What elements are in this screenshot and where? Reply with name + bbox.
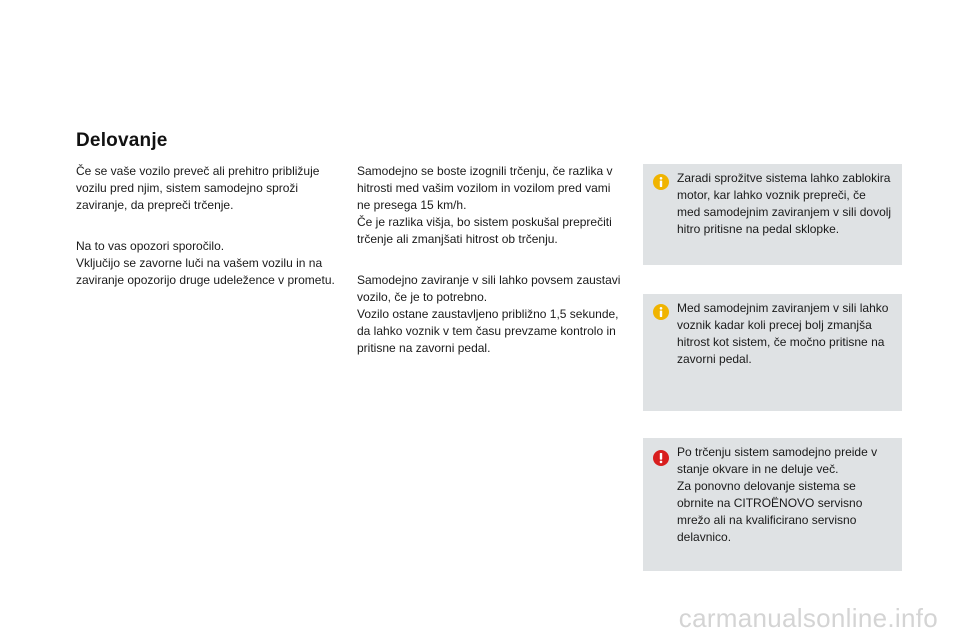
watermark-text: carmanualsonline.info	[678, 603, 938, 633]
warning-icon	[653, 450, 669, 466]
speed-text: Samodejno se boste izognili trčenju, če razlika v hitrosti med vašim vozilom in vozilom pred vami ne presega 15 km/h.	[357, 164, 613, 212]
higher-speed-text: Če je razlika višja, bo sistem poskušal preprečiti trčenje ali zmanjšati hitrost ob trčenju.	[357, 215, 612, 246]
stop-text: Samodejno zaviranje v sili lahko povsem zaustavi vozilo, če je to potrebno.	[357, 273, 621, 304]
speed-difference-paragraph	[357, 163, 619, 248]
info-note-text: Med samodejnim zaviranjem v sili lahko voznik kadar koli precej bolj zmanjša hitrost kot sistem, če močno pritisne na zavorni pedal.	[677, 301, 889, 366]
info-icon	[653, 174, 669, 190]
info-note-clutch	[643, 164, 902, 265]
info-note-driver-braking	[643, 294, 902, 411]
info-note-text: Zaradi sprožitve sistema lahko zablokira motor, kar lahko voznik prepreči, če med samodejnim zaviranjem v sili dovolj hitro pritisne na pedal sklopke.	[677, 171, 892, 236]
info-icon	[653, 304, 669, 320]
intro-paragraph: Če se vaše vozilo preveč ali prehitro približuje vozilu pred njim, sistem samodejno sproži zaviranje, da prepreči trčenje.	[76, 164, 320, 212]
brake-lights-text: Vključijo se zavorne luči na vašem vozilu in na zaviranje opozorijo druge udeležence v prometu.	[76, 256, 335, 287]
warning-note-collision	[643, 438, 902, 571]
message-line: Na to vas opozori sporočilo.	[76, 239, 225, 253]
fault-text: Po trčenju sistem samodejno preide v stanje okvare in ne deluje več.	[677, 445, 878, 476]
hold-text: Vozilo ostane zaustavljeno približno 1,5 sekunde, da lahko voznik v tem času prevzame kontrolo in pritisne na zavorni pedal.	[357, 307, 619, 355]
page-title: Delovanje	[76, 130, 168, 151]
service-text: Za ponovno delovanje sistema se obrnite na CITROËNOVO servisno mrežo ali na kvalificirano servisno delavnico.	[677, 479, 863, 544]
warning-note-text	[677, 444, 892, 546]
message-paragraph	[76, 238, 338, 289]
stop-paragraph	[357, 272, 621, 357]
